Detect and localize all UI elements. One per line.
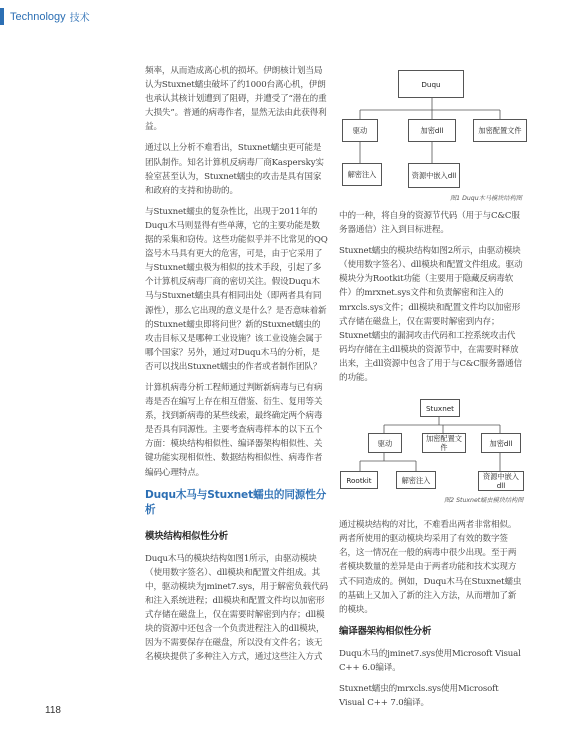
fig2-node-inject: 解密注入 bbox=[396, 471, 436, 489]
figure2-diagram bbox=[340, 397, 530, 509]
figure2-caption: 图2 Stuxnet蠕虫模块结构图 bbox=[444, 497, 524, 504]
header-section-en: Technology bbox=[10, 10, 66, 23]
header-section-zh: 技术 bbox=[69, 13, 90, 24]
fig1-node-config: 加密配置文件 bbox=[473, 119, 527, 142]
fig1-node-duqu: Duqu bbox=[398, 70, 464, 98]
fig2-node-driver: 驱动 bbox=[368, 433, 402, 453]
page-number: 118 bbox=[45, 705, 61, 716]
fig1-node-dll: 加密dll bbox=[408, 119, 456, 142]
paragraph: 中的一种，将自身的资源节代码（用于与C&C服务器通信）注入到目标进程。 bbox=[339, 211, 520, 236]
fig2-node-config: 加密配置文件 bbox=[422, 433, 466, 453]
paragraph: Stuxnet蠕虫的模块结构如图2所示，由驱动模块（使用数字签名）、dll模块和配置文件组成。驱动模块分为Rootkit功能（主要用于隐藏反病毒软件）的mrxnet.sys文件和负责解密和注入的mrxcls.sys文件；dll模块和配置文件均以加密形式存储在磁盘上，仅在需要时解密到内存；Stuxnet蠕虫的漏洞攻击代码和工控系统攻击代码均存储在主dll模块的资源节中，在需要时释放出来，主dll资源中包含了用于与C&C服务器通信的功能。 bbox=[339, 246, 523, 384]
paragraph: Duqu木马的jminet7.sys使用Microsoft Visual C++ 6.0编译。 bbox=[339, 648, 521, 673]
paragraph: 频率，从而造成离心机的损坏。伊朗核计划当局认为Stuxnet蠕虫破坏了约1000台离心机，伊朗也承认其核计划遭到了阻碍，并遭受了“潜在的重大损失”。普通的病毒作者，显然无法由此获得利益。 bbox=[145, 66, 327, 133]
fig1-node-inject: 解密注入 bbox=[342, 163, 382, 186]
section-title: Duqu木马与Stuxnet蠕虫的同源性分析 bbox=[145, 488, 327, 516]
fig2-node-rootkit: Rootkit bbox=[340, 471, 378, 489]
paragraph: 通过模块结构的对比，不难看出两者非常相似。两者所使用的驱动模块均采用了有效的数字签名，这一情况在一般的病毒中很少出现。至于两者模块数量的差异是由于两者功能和技术实现方式不同造成的。例如，Duqu木马在Stuxnet蠕虫的基础上又加入了新的注入方法，从而增加了新的模块。 bbox=[339, 520, 522, 615]
fig2-node-resource: 资源中嵌入dll bbox=[478, 471, 524, 491]
fig2-node-stuxnet: Stuxnet bbox=[420, 399, 460, 417]
paragraph: 与Stuxnet蠕虫的复杂性比，出现于2011年的Duqu木马则显得有些单薄，它的主要功能是数据的采集和窃传。这些功能似乎并不比常见的QQ盗号木马具有更大的危害，可是，由于它采用了与Stuxnet蠕虫极为相似的技术手段，引起了多个计算机反病毒厂商的密切关注。假设Duqu木马与Stuxnet蠕虫具有相同出处（即两者具有同源性），那么它出现的意义是什么？是否意味着新的Stuxnet蠕虫即将问世？新的Stuxnet蠕虫的攻击目标又是哪种工业设施？该工业设施会属于哪个国家？另外，通过对Duqu木马的分析，是否可以找出Stuxnet蠕虫的作者或者制作团队？ bbox=[145, 206, 328, 372]
figure1-caption: 图1 Duqu木马模块结构图 bbox=[450, 195, 522, 202]
left-column bbox=[145, 64, 328, 671]
paragraph: 计算机病毒分析工程师通过判断新病毒与已有病毒是否在编写上存在相互借鉴、衍生、复用等关系，找到新病毒的某些线索，最终确定两个病毒是否具有同源性。主要考查病毒样本的以下五个方面：模块结构相似性、编译器架构相似性、关键功能实现相似性、数据结构相似性、病毒作者编码心理特点。 bbox=[145, 382, 323, 478]
paragraph: 通过以上分析不难看出，Stuxnet蠕虫更可能是团队制作。知名计算机反病毒厂商Kaspersky实验室甚至认为，Stuxnet蠕虫的攻击是具有国家和政府的支持和协助的。 bbox=[145, 143, 324, 196]
fig1-node-driver: 驱动 bbox=[342, 119, 378, 142]
section-header bbox=[0, 8, 92, 25]
figure1-diagram bbox=[342, 66, 528, 206]
paragraph: Duqu木马的模块结构如图1所示，由驱动模块（使用数字签名）、dll模块和配置文件组成。其中，驱动模块为jminet7.sys，用于解密负载代码和注入系统进程；dll模块和配置文件均以加密形式存储在磁盘上，仅在需要时解密到内存；dll模块的资源中还包含一个负责进程注入的dll模块，因为不需要保存在磁盘，所以没有文件名；该无名模块提供了多种注入方式，通过这些注入方式 bbox=[145, 553, 328, 663]
fig1-node-resource: 资源中嵌入dll bbox=[408, 163, 460, 188]
subsection-title: 模块结构相似性分析 bbox=[145, 530, 229, 542]
header-accent-bar bbox=[0, 8, 4, 25]
fig2-node-dll: 加密dll bbox=[481, 433, 521, 453]
paragraph: Stuxnet蠕虫的mrxcls.sys使用Microsoft Visual C++ 7.0编译。 bbox=[339, 683, 499, 709]
subsection-title: 编译器架构相似性分析 bbox=[339, 625, 432, 637]
